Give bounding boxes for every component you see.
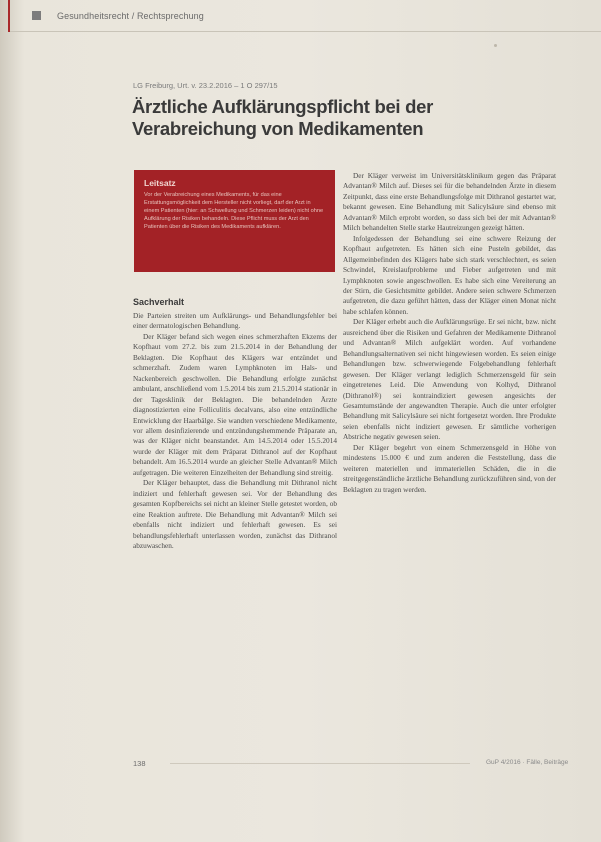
sachverhalt-heading: Sachverhalt <box>133 297 185 307</box>
court-reference: LG Freiburg, Urt. v. 23.2.2016 – 1 O 297/15 <box>133 81 278 90</box>
leitsatz-text: Vor der Verabreichung eines Medikaments, für das eine Erstattungsmöglichkeit dem Hersteller nicht vorliegt, darf der Arzt in einem Patienten (hier: an Schwellung und Schmerzen leiden) nicht ohne Aufklärung der Risiken behandeln. Diese Pflicht muss der Arzt den Patienten über die Risiken des Medikaments aufklären. <box>144 192 324 230</box>
paragraph: Der Kläger verweist im Universitätsklinikum gegen das Präparat Advantan® Milch auf. Dieses sei für die behandelnden Ärzte in diesem Zeitpunkt, dass eine erste Behandlungsfolge mit Dithranol gestartet war, bekannt gewesen. Eine Behandlung mit Salicylsäure sind ebenso mit Advantan® Milch erprobt worden, so dass sich bei der mit Advantan® Milch behandelten Stelle starke Hautreizungen gezeigt hätten. <box>343 171 556 233</box>
right-column <box>343 171 556 495</box>
paragraph: Der Kläger begehrt von einem Schmerzensgeld in Höhe von mindestens 15.000 € und zum anderen die Feststellung, dass die weiteren materiellen und immateriellen Schäden, die in die streitgegenständliche ärztliche Behandlung zurückzuführen sind, von der Beklagten zu tragen werden. <box>343 442 556 494</box>
leitsatz-heading: Leitsatz <box>144 178 176 188</box>
footer-journal-info: GuP 4/2016 · Fälle, Beiträge <box>486 759 569 766</box>
paragraph: Der Kläger befand sich wegen eines schmerzhaften Ekzems der Kopfhaut vom 27.2. bis zum 21.5.2014 in der Behandlung der Beklagten. Die Kopfhaut des Klägers war entzündet und schmerzhaft. Zudem waren Lymphknoten im Hals- und Nackenbereich geschwollen. Die Behandlung erfolgte zunächst ambulant, anschließend vom 1.5.2014 bis zum 21.5.2014 stationär in der Tagesklinik der Beklagten. Die behandelnden Ärzte diagnostizierten eine Folliculitis decalvans, also eine entzündliche Entwicklung der Haarbälge. Sie wandten verschiedene Medikamente, vor allem desinfizierende und entzündungshemmende Präparate an, was der Kläger nicht beanstandet. Am 14.5.2014 oder 15.5.2014 wurde der Kläger mit dem Präparat Dithranol auf der Kopfhaut behandelt. Am 16.5.2014 wurde an gleicher Stelle Advantan® Milch aufgetragen. Die weiteren Einzelheiten der Behandlung sind streitig. <box>133 331 337 477</box>
paragraph: Infolgedessen der Behandlung sei eine schwere Reizung der Kopfhaut aufgetreten. Es hätten sich eine Pusteln gebildet, das Allgemeinbefinden des Klägers habe sich stark verschlechtert, es seien Schwindel, Kreislaufprobleme und Fieber aufgetreten und mit Lymphknoten sowie angeschwollen. Es habe sich eine Vereiterung an der Stirn, die Gesichtsmitte gebildet. Andere seien schwere Schmerzen aufgetreten, die dazu geführt hätten, dass der Kläger einen Monat nicht habe schlafen können. <box>343 233 556 316</box>
decorative-dot <box>494 44 497 47</box>
leitsatz-box <box>134 170 335 272</box>
section-marker-icon <box>32 11 41 20</box>
section-label: Gesundheitsrecht / Rechtsprechung <box>57 11 204 21</box>
paragraph: Der Kläger behauptet, dass die Behandlung mit Dithranol nicht indiziert und fehlerhaft gewesen sei. Vor der Behandlung des gesamten Kopfbereichs sei nicht an kleiner Stelle getestet worden, ob eine Reaktion auftrete. Die Behandlung mit Advantan® Milch sei ebenfalls nicht indiziert und fehlerhaft gewesen. Es sei behandlungsfehlerhaft unterlassen worden, zunächst das Dithranol abzuwaschen. <box>133 478 337 550</box>
paragraph: Die Parteien streiten um Aufklärungs- und Behandlungsfehler bei einer dermatologischen Behandlung. <box>133 311 337 331</box>
footer-divider <box>170 763 470 764</box>
page-number: 138 <box>133 759 146 768</box>
paragraph: Der Kläger erhebt auch die Aufklärungsrüge. Er sei nicht, bzw. nicht ausreichend über die Risiken und Gefahren der Medikamente Dithranol und Advantan® Milch aufgeklärt worden. Auf vorhandene Behandlungsalternativen sei nicht hingewiesen worden. Es seien einige Behandlungen bzw. schwerwiegende Folgebehandlung fehlerhaft gewesen. Der Kläger verlangt lediglich Schmerzensgeld für sein eingetretenes Leid. Die Anwendung von Kolhyd, Dithranol (Dithranol®) sei kontraindiziert gewesen angesichts der Gesamtumstände der angewandten Therapie. Auch die unter erfolgter Behandlung mit Salicylsäure sei nicht fortgesetzt worden. Ihre Produkte seien ebenfalls nicht indiziert gewesen. Er sämtliche vorherigen Abstriche negativ gewesen seien. <box>343 317 556 442</box>
left-column <box>133 311 337 551</box>
article-title: Ärztliche Aufklärungspflicht bei der Verabreichung von Medikamenten <box>132 96 433 139</box>
